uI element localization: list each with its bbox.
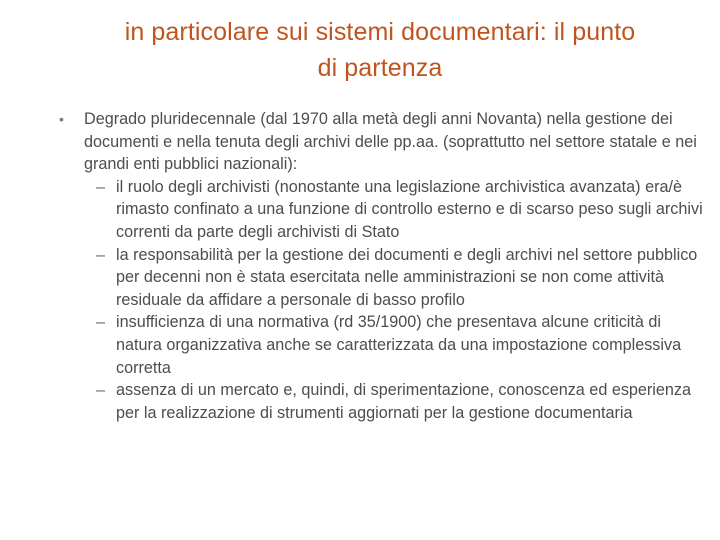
- sub-bullet-item: [56, 244, 706, 312]
- sub-bullet-list: [56, 176, 706, 425]
- sub-bullet-item: [56, 379, 706, 424]
- main-bullet: [56, 108, 706, 176]
- slide-title-line-2: di partenza: [317, 54, 443, 82]
- main-bullet-text: Degrado pluridecennale (dal 1970 alla metà degli anni Novanta) nella gestione dei documenti e nella tenuta degli archivi delle pp.aa. (soprattutto nel settore statale e nei grandi enti pubblici nazionali):: [84, 110, 697, 174]
- dash-icon: –: [96, 313, 106, 332]
- dash-icon: –: [96, 245, 106, 264]
- sub-bullet-item: [56, 311, 706, 379]
- sub-bullet-item: [56, 176, 706, 244]
- sub-bullet-text: insufficienza di una normativa (rd 35/1900) che presentava alcune criticità di natura organizzativa anche se caratterizzata da una impostazione complessiva corretta: [116, 313, 682, 377]
- slide-body: [56, 108, 706, 424]
- dash-icon: –: [96, 177, 106, 196]
- sub-bullet-text: il ruolo degli archivisti (nonostante una legislazione archivistica avanzata) era/è rimasto confinato a una funzione di controllo esterno e di scarso peso sugli archivi correnti da parte degli archivisti di Stato: [116, 177, 703, 241]
- slide-title: [60, 14, 700, 86]
- slide-title-line-1: in particolare sui sistemi documentari: il punto: [124, 18, 636, 46]
- dash-icon: –: [96, 381, 106, 400]
- sub-bullet-text: assenza di un mercato e, quindi, di sperimentazione, conoscenza ed esperienza per la realizzazione di strumenti aggiornati per la gestione documentaria: [116, 381, 692, 422]
- sub-bullet-text: la responsabilità per la gestione dei documenti e degli archivi nel settore pubblico per decenni non è stata esercitata nelle amministrazioni se non come attività residuale da affidare a personale di basso profilo: [116, 245, 698, 309]
- bullet-icon: •: [59, 111, 64, 127]
